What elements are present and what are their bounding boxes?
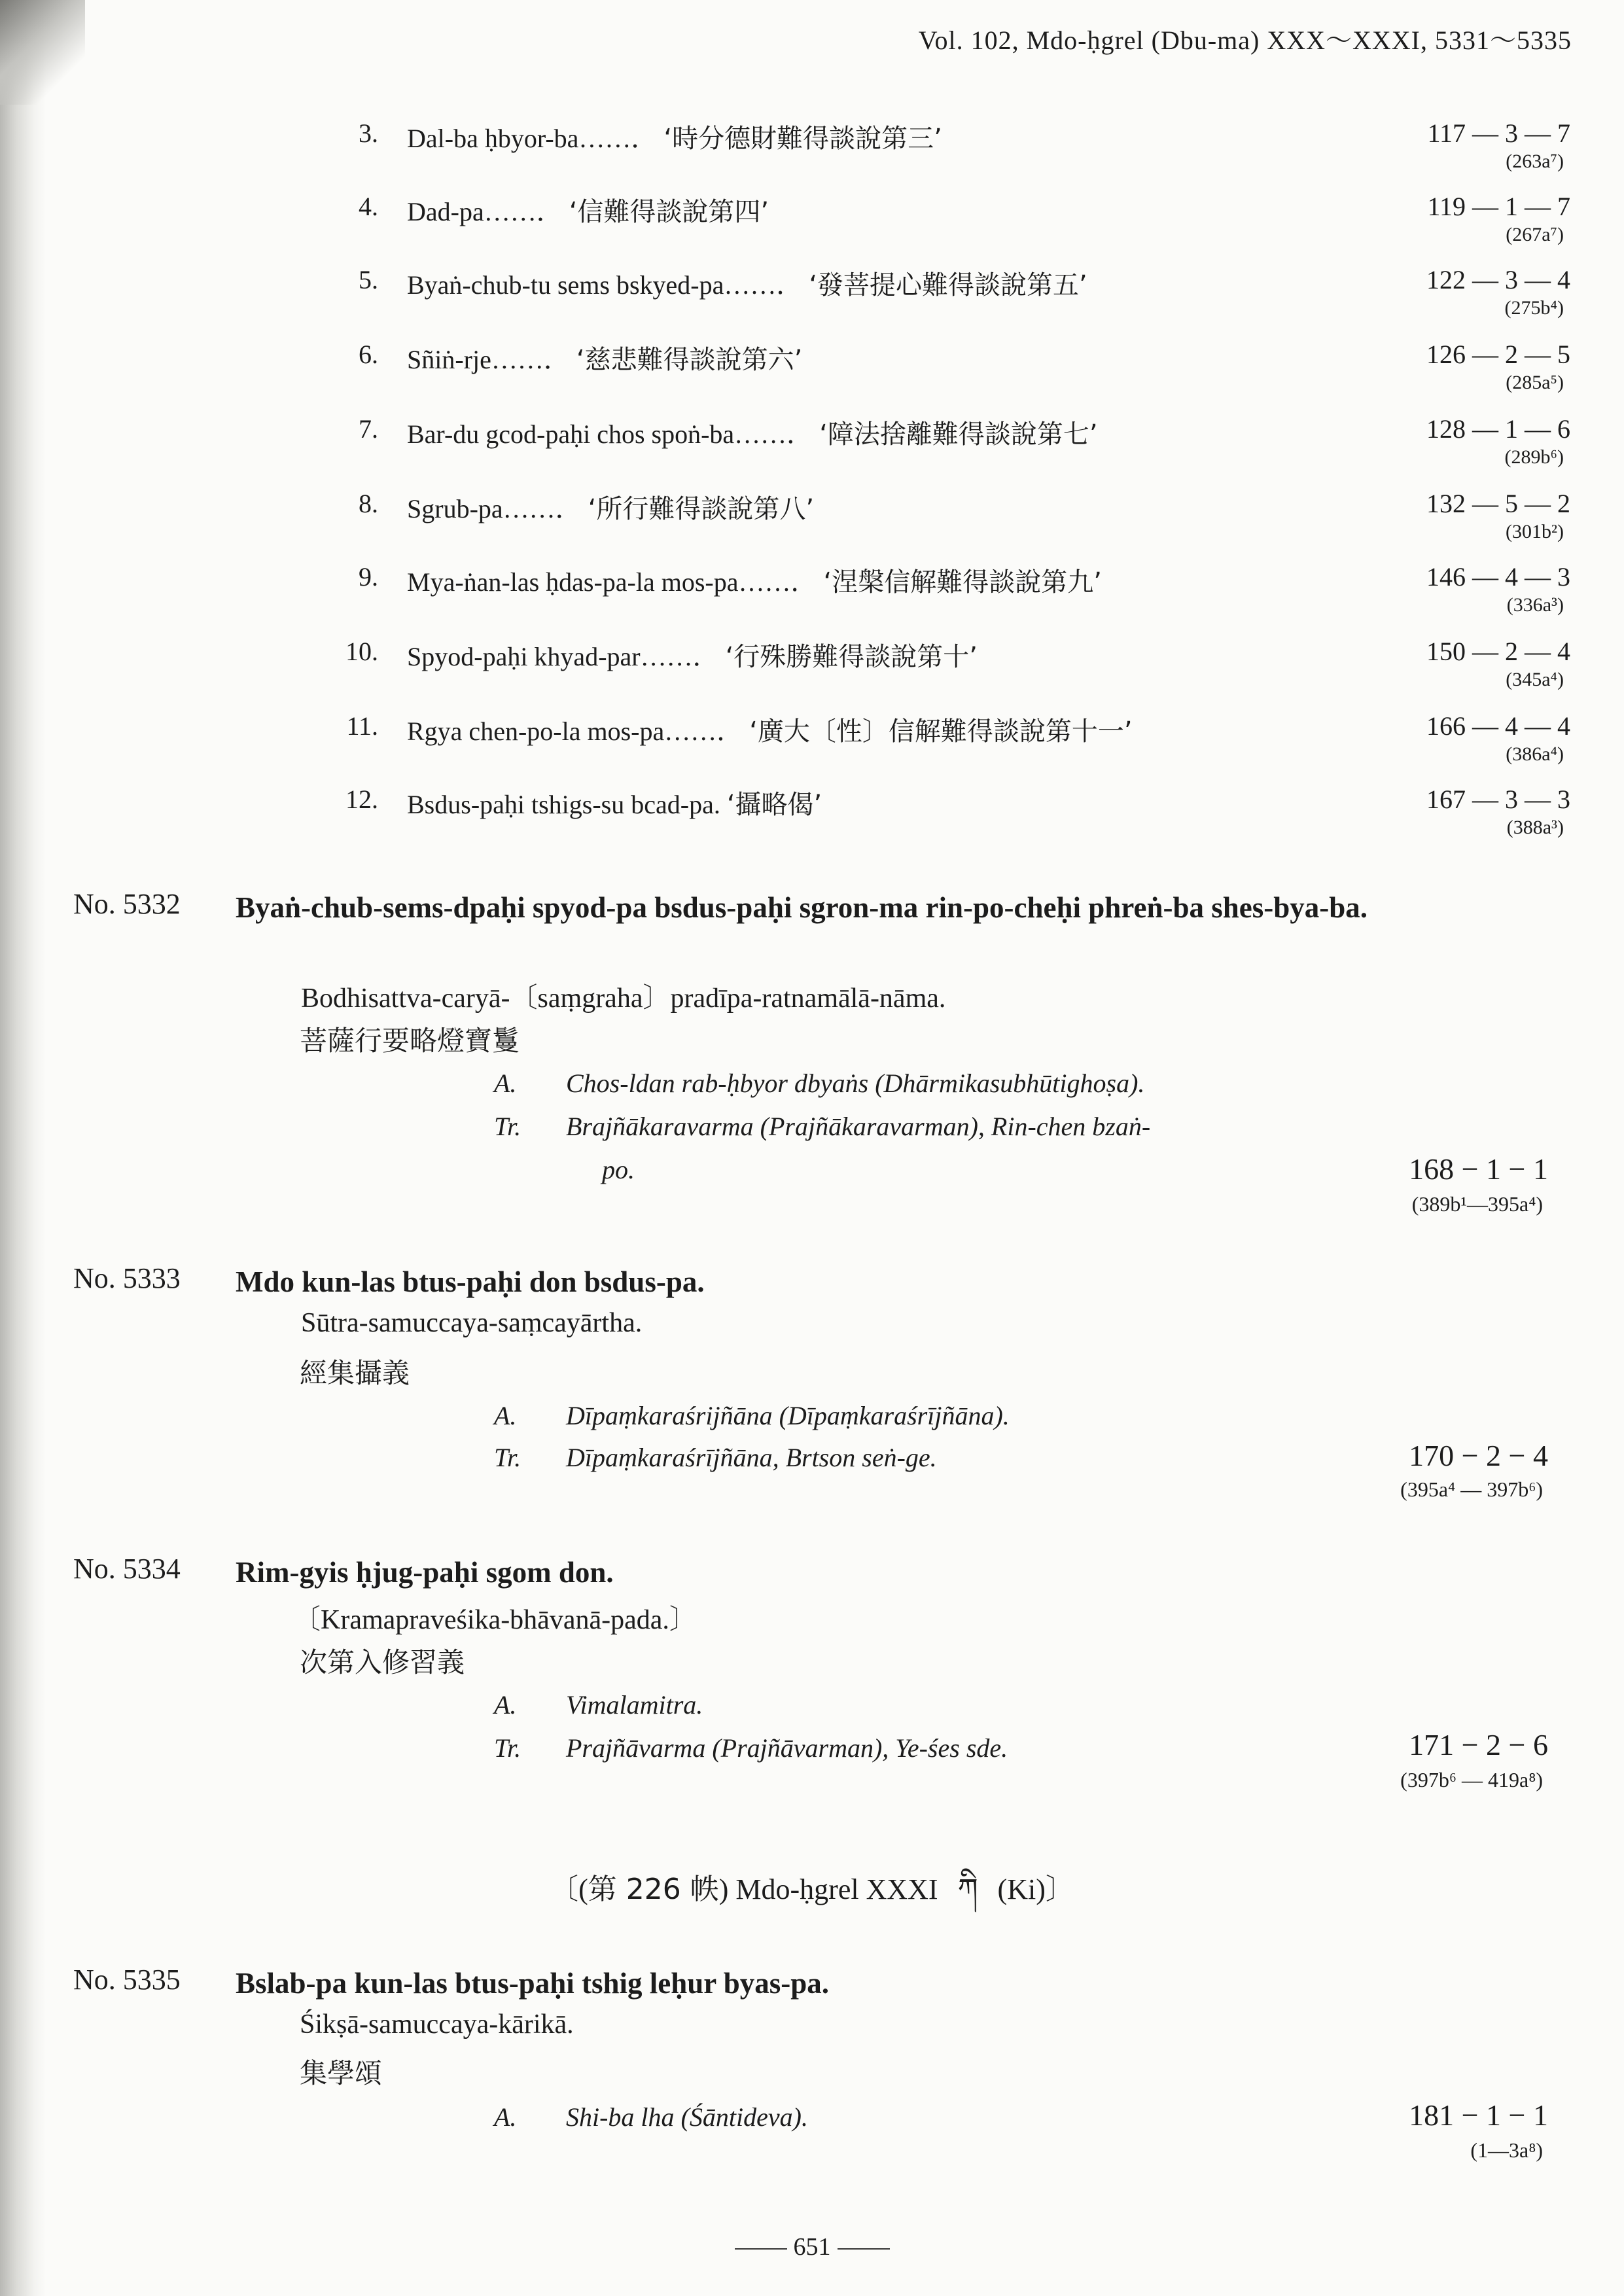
section-volume-label: 第 226 帙 xyxy=(588,1873,719,1906)
page-number xyxy=(0,2233,1624,2261)
entry-chinese-title: 菩薩行要略燈寶鬘 xyxy=(300,1025,520,1057)
sub-item-title: Rgya chen-po-la mos-pa……． ‘廣大〔性〕信解難得談說第十一’ xyxy=(407,716,1133,747)
author-label: A. xyxy=(494,2102,517,2132)
sub-item-row xyxy=(0,191,1624,263)
sub-item-title: Sgrub-pa……． ‘所行難得談說第八’ xyxy=(407,494,815,524)
entry-sanskrit-title: Śikṣā-samuccaya-kārikā. xyxy=(300,2009,574,2040)
entry-chinese-title: 集學頌 xyxy=(300,2057,383,2089)
translator-label: Tr. xyxy=(494,1443,521,1472)
entry-folio: (1—3a⁸) xyxy=(1470,2138,1543,2162)
sub-item-number: 9. xyxy=(359,562,378,592)
section-bracket-open: 〔( xyxy=(550,1873,588,1905)
sub-item-folio: (275b⁴) xyxy=(1504,297,1564,319)
sub-item-folio: (345a⁴) xyxy=(1506,669,1564,690)
entry-sanskrit-title: Sūtra-samuccaya-saṃcayārtha. xyxy=(301,1308,643,1338)
sub-item-folio: (267a⁷) xyxy=(1506,224,1564,245)
sub-item-chinese: ‘涅槃信解難得談說第九’ xyxy=(823,567,1102,597)
entry-ref: 170 − 2 − 4 xyxy=(1409,1439,1548,1472)
sub-item-title: Bar-du gcod-paḥi chos spoṅ-ba……． ‘障法捨離難得談說第七’ xyxy=(407,419,1098,450)
sub-item-ref: 166 — 4 — 4 xyxy=(1426,711,1570,741)
sub-item-number: 3. xyxy=(359,118,378,148)
sub-item-ref: 150 — 2 — 4 xyxy=(1426,637,1570,666)
sub-item-ref: 146 — 4 — 3 xyxy=(1426,562,1570,592)
author-name: Vimalamitra. xyxy=(566,1690,703,1720)
entry-ref: 181 − 1 − 1 xyxy=(1409,2098,1548,2132)
sub-item-ref: 128 — 1 — 6 xyxy=(1426,414,1570,444)
sub-item-chinese: ‘廣大〔性〕信解難得談說第十一’ xyxy=(749,716,1133,747)
entry-sanskrit-title: 〔Kramapraveśika-bhāvanā-pada.〕 xyxy=(293,1605,697,1635)
sub-item-number: 5. xyxy=(359,265,378,294)
sub-item-number: 11. xyxy=(346,711,378,741)
sub-item-title: Bsdus-paḥi tshigs-su bcad-pa. ‘攝略偈’ xyxy=(407,790,822,820)
sub-item-chinese: ‘發菩提心難得談說第五’ xyxy=(809,270,1087,300)
sub-item-row xyxy=(0,488,1624,560)
sub-item-number: 12. xyxy=(345,785,378,814)
entry-sanskrit-title: Bodhisattva-caryā-〔saṃgraha〕pradīpa-ratnamālā-nāma. xyxy=(301,983,946,1014)
sub-item-row xyxy=(0,339,1624,411)
entry-tibetan-title: Rim-gyis ḥjug-paḥi sgom don. xyxy=(236,1556,614,1589)
entry-folio: (397b⁶ — 419a⁸) xyxy=(1400,1768,1543,1792)
entry-chinese-title: 經集攝義 xyxy=(300,1357,410,1389)
sub-item-chinese: ‘行殊勝難得談說第十’ xyxy=(725,642,978,672)
author-name: Shi-ba lha (Śāntideva). xyxy=(566,2102,808,2132)
translator-name: Brajñākaravarma (Prajñākaravarman), Rin-chen bzaṅ- xyxy=(566,1112,1151,1141)
translator-name-cont: po. xyxy=(602,1155,635,1184)
sub-item-folio: (263a⁷) xyxy=(1506,150,1564,172)
sub-item-ref: 167 — 3 — 3 xyxy=(1426,785,1570,814)
author-label: A. xyxy=(494,1069,517,1098)
sub-item-row xyxy=(0,784,1624,856)
sub-item-folio: (336a³) xyxy=(1506,594,1564,616)
entry-chinese-title: 次第入修習義 xyxy=(300,1646,465,1678)
entry-number: No. 5334 xyxy=(73,1553,181,1585)
entry-tibetan-title: Mdo kun-las btus-paḥi don bsdus-pa. xyxy=(236,1265,705,1298)
sub-item-row xyxy=(0,118,1624,190)
sub-item-folio: (301b²) xyxy=(1506,521,1564,542)
sub-item-chinese: ‘時分德財難得談說第三’ xyxy=(663,124,942,154)
sub-item-folio: (289b⁶) xyxy=(1504,446,1564,468)
entry-tibetan-title: Byaṅ-chub-sems-dpaḥi spyod-pa bsdus-paḥi sgron-ma rin-po-cheḥi phreṅ-ba shes-bya-ba. xyxy=(236,891,1368,924)
entry-folio: (395a⁴ — 397b⁶) xyxy=(1400,1477,1543,1501)
translator-name: Prajñāvarma (Prajñāvarman), Ye-śes sde. xyxy=(566,1733,1008,1763)
section-heading xyxy=(0,1857,1624,1938)
scan-corner xyxy=(0,0,85,105)
sub-item-ref: 117 — 3 — 7 xyxy=(1427,118,1570,148)
section-collection: ) Mdo-ḥgrel XXXI xyxy=(718,1873,938,1905)
entry-ref: 168 − 1 − 1 xyxy=(1409,1152,1548,1186)
sub-item-chinese: ‘攝略偈’ xyxy=(726,790,822,820)
sub-item-title: Spyod-paḥi khyad-par……． ‘行殊勝難得談說第十’ xyxy=(407,642,978,672)
sub-item-ref: 119 — 1 — 7 xyxy=(1427,192,1570,221)
sub-item-number: 10. xyxy=(345,637,378,666)
sub-item-number: 4. xyxy=(359,192,378,221)
sub-item-folio: (388a³) xyxy=(1506,817,1564,838)
section-bracket-close: (Ki)〕 xyxy=(997,1873,1074,1905)
sub-item-number: 8. xyxy=(359,489,378,518)
sub-item-chinese: ‘障法捨離難得談說第七’ xyxy=(819,419,1098,450)
sub-item-row xyxy=(0,561,1624,633)
entry-number: No. 5333 xyxy=(73,1262,181,1294)
page-number-text: 651 xyxy=(793,2233,831,2261)
sub-item-ref: 126 — 2 — 5 xyxy=(1426,340,1570,369)
sub-item-title: Byaṅ-chub-tu sems bskyed-pa……． ‘發菩提心難得談說第五’ xyxy=(407,270,1087,300)
translator-label: Tr. xyxy=(494,1733,521,1763)
translator-label: Tr. xyxy=(494,1112,521,1141)
entry-folio: (389b¹—395a⁴) xyxy=(1411,1192,1543,1216)
entry-ref: 171 − 2 − 6 xyxy=(1409,1728,1548,1761)
author-label: A. xyxy=(494,1690,517,1720)
sub-item-title: Dad-pa……． ‘信難得談說第四’ xyxy=(407,197,769,227)
sub-item-number: 7. xyxy=(359,414,378,444)
sub-item-chinese: ‘慈悲難得談說第六’ xyxy=(576,345,803,375)
translator-name: Dīpaṃkaraśrījñāna, Brtson seṅ-ge. xyxy=(566,1443,937,1472)
sub-item-ref: 122 — 3 — 4 xyxy=(1426,265,1570,294)
sub-item-row xyxy=(0,636,1624,708)
running-header: Vol. 102, Mdo-ḥgrel (Dbu-ma) XXX〜XXXI, 5331〜5335 xyxy=(918,26,1572,55)
author-name: Dīpaṃkaraśrijñāna (Dīpaṃkaraśrījñāna). xyxy=(566,1401,1010,1430)
sub-item-title: Sñiṅ-rje……． ‘慈悲難得談說第六’ xyxy=(407,345,803,375)
sub-item-title: Mya-ṅan-las ḥdas-pa-la mos-pa……． ‘涅槃信解難得談說第九’ xyxy=(407,567,1102,597)
sub-item-chinese: ‘信難得談說第四’ xyxy=(569,197,769,227)
entry-tibetan-title: Bslab-pa kun-las btus-paḥi tshig leḥur byas-pa. xyxy=(236,1967,830,2000)
sub-item-folio: (285a⁵) xyxy=(1506,372,1564,393)
sub-item-row xyxy=(0,414,1624,486)
author-label: A. xyxy=(494,1401,517,1430)
sub-item-row xyxy=(0,264,1624,336)
entry-number: No. 5335 xyxy=(73,1964,181,1996)
sub-item-row xyxy=(0,711,1624,783)
tibetan-ki-glyph: ཀི xyxy=(957,1873,978,1906)
sub-item-ref: 132 — 5 — 2 xyxy=(1426,489,1570,518)
entry-number: No. 5332 xyxy=(73,888,181,920)
author-name: Chos-ldan rab-ḥbyor dbyaṅs (Dhārmikasubhūtighoṣa). xyxy=(566,1069,1145,1098)
sub-item-folio: (386a⁴) xyxy=(1506,743,1564,765)
sub-item-title: Dal-ba ḥbyor-ba……． ‘時分德財難得談說第三’ xyxy=(407,124,942,154)
sub-item-chinese: ‘所行難得談說第八’ xyxy=(588,494,815,524)
sub-item-number: 6. xyxy=(359,340,378,369)
